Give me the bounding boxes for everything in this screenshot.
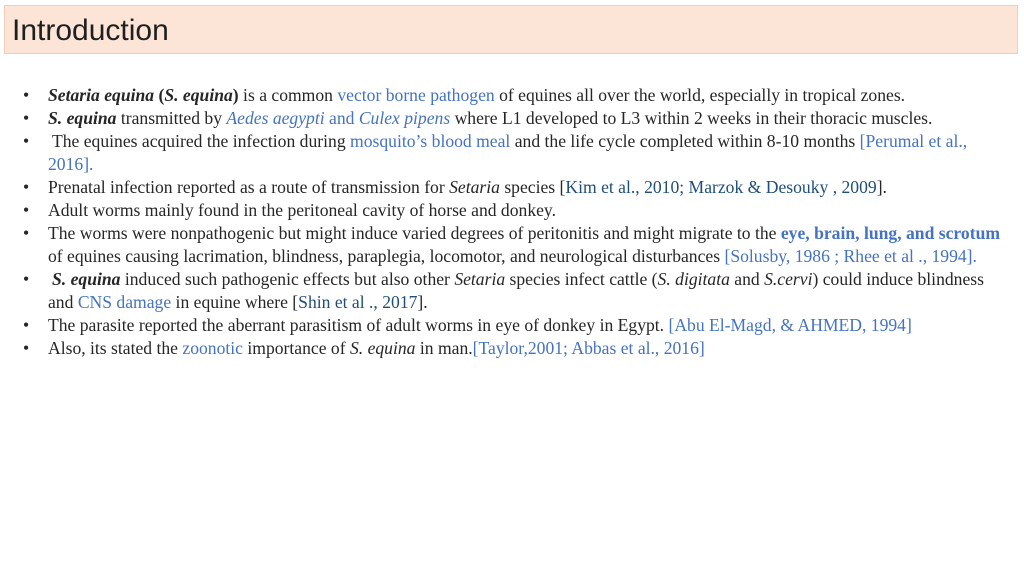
citation: [Abu El-Magd, & AHMED, 1994] <box>668 315 912 335</box>
bullet-item-7 <box>20 268 1005 314</box>
bullet-item-9 <box>20 337 1005 360</box>
citation: [Perumal et al., 2016]. <box>48 131 968 174</box>
text: and <box>729 269 765 289</box>
text: Also, its stated the <box>48 338 183 358</box>
text: induced such pathogenic effects but also other <box>120 269 455 289</box>
genus-name: Setaria <box>454 269 506 289</box>
vector-name: Culex pipens <box>358 108 451 128</box>
text: species [ <box>499 177 566 197</box>
text: ]. <box>417 292 428 312</box>
species-name: S. equina <box>52 269 121 289</box>
text: and <box>324 108 359 128</box>
text: Prenatal infection reported as a route of transmission for <box>48 177 450 197</box>
bullet-item-1 <box>20 84 1005 107</box>
citation: Shin et al ., 2017 <box>298 292 418 312</box>
bullet-item-5 <box>20 199 1005 222</box>
text: of equines all over the world, especially in tropical zones. <box>494 85 906 105</box>
text: The equines acquired the infection during <box>52 131 351 151</box>
slide-title: Introduction <box>12 14 169 47</box>
term-link: vector borne pathogen <box>337 85 495 105</box>
genus-name: Setaria <box>449 177 500 197</box>
bullet-item-2 <box>20 107 1005 130</box>
term-link: CNS damage <box>77 292 172 312</box>
bullet-item-3 <box>20 130 1005 176</box>
species-abbr: S. equina <box>164 85 233 105</box>
term-link: zoonotic <box>182 338 243 358</box>
text: in equine where [ <box>171 292 299 312</box>
text: in man. <box>415 338 473 358</box>
text: of equines causing lacrimation, blindness, paraplegia, locomotor, and neurological disturbances <box>48 246 725 266</box>
species-name: S. digitata <box>657 269 730 289</box>
text: transmitted by <box>116 108 227 128</box>
text: The worms were nonpathogenic but might induce varied degrees of peritonitis and might migrate to the <box>48 223 781 243</box>
text: and the life cycle completed within 8-10 months <box>510 131 860 151</box>
text: species infect cattle ( <box>505 269 658 289</box>
text: importance of <box>242 338 350 358</box>
citation: [Taylor,2001; Abbas et al., 2016] <box>472 338 705 358</box>
bullet-item-4 <box>20 176 1005 199</box>
organs-highlight: eye, brain, lung, and scrotum <box>780 223 1001 243</box>
species-name: S. equina <box>48 108 117 128</box>
bullet-item-6 <box>20 222 1005 268</box>
species-name: S. equina <box>349 338 416 358</box>
species-name: S.cervi <box>764 269 813 289</box>
abbr-open: ( <box>154 85 165 105</box>
citation: Kim et al., 2010; Marzok & Desouky , 2009 <box>565 177 877 197</box>
title-bar <box>4 5 1018 54</box>
text: Adult worms mainly found in the peritoneal cavity of horse and donkey. <box>48 200 556 220</box>
bullet-list <box>20 84 1005 360</box>
bullet-item-8 <box>20 314 1005 337</box>
text: ) could induce blindness and <box>48 269 984 312</box>
abbr-close: ) <box>232 85 239 105</box>
citation: [Solusby, 1986 ; Rhee et al ., 1994]. <box>724 246 977 266</box>
text: The parasite reported the aberrant parasitism of adult worms in eye of donkey in Egypt. <box>48 315 669 335</box>
species-name: Setaria equina <box>48 85 155 105</box>
text: ]. <box>876 177 887 197</box>
term-link: mosquito’s blood meal <box>350 131 511 151</box>
text: is a common <box>238 85 338 105</box>
text: where L1 developed to L3 within 2 weeks in their thoracic muscles. <box>450 108 933 128</box>
vector-name: Aedes aegypti <box>226 108 325 128</box>
